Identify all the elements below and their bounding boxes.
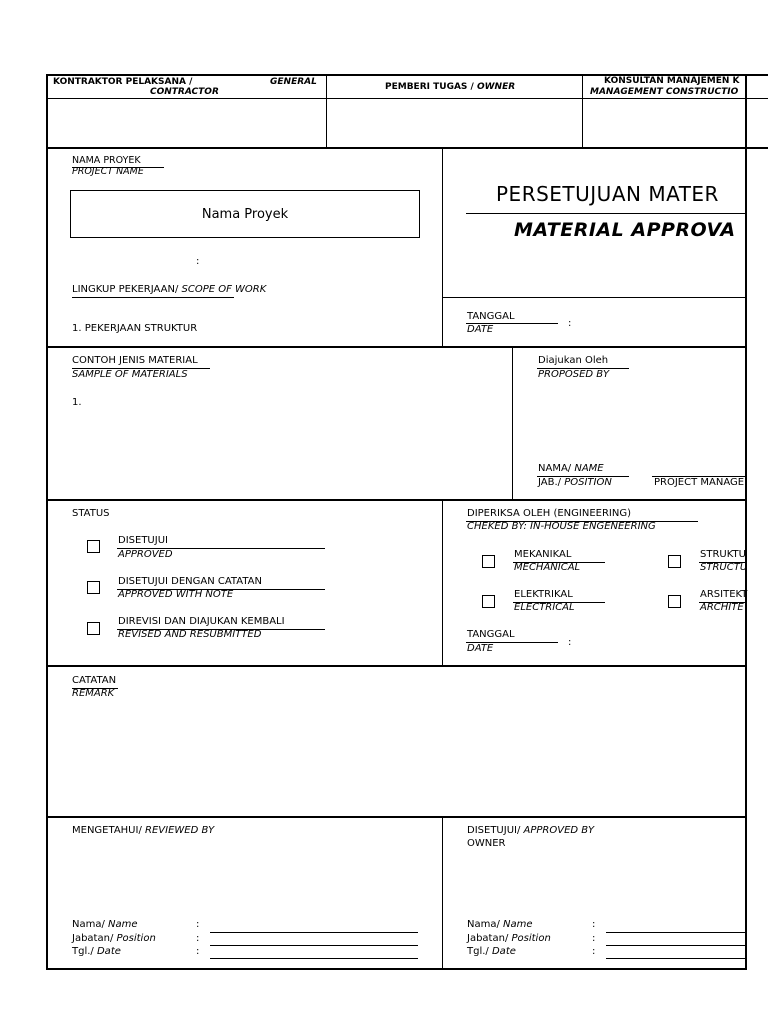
proposed-position-label: JAB./ POSITION: [538, 477, 612, 488]
owner-label: PEMBERI TUGAS / OWNER: [385, 82, 516, 92]
revised-label: DIREVISI DAN DIAJUKAN KEMBALI: [118, 616, 285, 627]
approved-date-label: Tgl./ Date: [467, 946, 516, 957]
proposed-label: Diajukan Oleh: [538, 355, 609, 366]
project-name-value: Nama Proyek: [201, 206, 289, 222]
remark-area[interactable]: [60, 705, 740, 810]
sample-label: CONTOH JENIS MATERIAL: [72, 355, 198, 366]
proposed-label-en: PROPOSED BY: [538, 369, 610, 380]
checked-label: DIPERIKSA OLEH (ENGINEERING): [467, 508, 632, 519]
form-title-en: MATERIAL APPROVA: [514, 219, 736, 241]
proposed-name-label: NAMA/ NAME: [538, 463, 604, 474]
consultant-label-en: MANAGEMENT CONSTRUCTIO: [590, 87, 739, 97]
contractor-label: KONTRAKTOR PELAKSANA /: [53, 77, 193, 87]
electrical-label: ELEKTRIKAL: [514, 589, 573, 600]
remark-label: CATATAN: [72, 675, 117, 686]
contractor-label-en-1: GENERAL: [270, 77, 317, 87]
checked-date-label: TANGGAL: [467, 629, 515, 640]
project-name-box[interactable]: [70, 190, 420, 238]
approved-position-field[interactable]: [606, 945, 746, 946]
architecture-label: ARSITEKT: [700, 589, 748, 600]
revised-checkbox[interactable]: [87, 622, 100, 635]
reviewed-date-colon: :: [196, 946, 200, 957]
date-top-label: TANGGAL: [467, 311, 515, 322]
reviewed-name-field[interactable]: [210, 932, 418, 933]
scope-label: LINGKUP PEKERJAAN/ SCOPE OF WORK: [72, 284, 267, 295]
structure-label-en: STRUCTU: [700, 562, 748, 573]
approved-name-label: Nama/ Name: [467, 919, 533, 930]
proposed-position-value: PROJECT MANAGE: [654, 477, 745, 488]
approved-with-note-label-en: APPROVED WITH NOTE: [118, 589, 234, 600]
reviewed-position-label: Jabatan/ Position: [72, 933, 156, 944]
reviewed-position-field[interactable]: [210, 945, 418, 946]
electrical-checkbox[interactable]: [482, 595, 495, 608]
sample-label-en: SAMPLE OF MATERIALS: [72, 369, 188, 380]
date-top-label-en: DATE: [467, 324, 494, 335]
project-name-label-en: PROJECT NAME: [72, 166, 144, 177]
remark-label-en: REMARK: [72, 688, 115, 699]
project-name-label: NAMA PROYEK: [72, 155, 141, 166]
mechanical-label-en: MECHANICAL: [514, 562, 581, 573]
status-label: STATUS: [72, 508, 110, 519]
consultant-label: KONSULTAN MANAJEMEN K: [604, 76, 740, 86]
approved-date-field[interactable]: [606, 958, 746, 959]
mechanical-checkbox[interactable]: [482, 555, 495, 568]
approved-label-en: APPROVED: [118, 549, 173, 560]
approved-checkbox[interactable]: [87, 540, 100, 553]
reviewed-name-label: Nama/ Name: [72, 919, 138, 930]
electrical-label-en: ELECTRICAL: [514, 602, 575, 613]
reviewed-position-colon: :: [196, 933, 200, 944]
architecture-checkbox[interactable]: [668, 595, 681, 608]
checked-date-label-en: DATE: [467, 643, 494, 654]
date-top-colon: :: [568, 318, 572, 329]
approved-name-colon: :: [592, 919, 596, 930]
approved-with-note-label: DISETUJUI DENGAN CATATAN: [118, 576, 262, 587]
reviewed-name-colon: :: [196, 919, 200, 930]
approved-label: DISETUJUI: [118, 535, 168, 546]
approved-position-colon: :: [592, 933, 596, 944]
project-colon: :: [196, 256, 200, 267]
checked-date-colon: :: [568, 637, 572, 648]
approved-position-label: Jabatan/ Position: [467, 933, 551, 944]
revised-label-en: REVISED AND RESUBMITTED: [118, 629, 262, 640]
structure-label: STRUKTU: [700, 549, 746, 560]
reviewed-date-label: Tgl./ Date: [72, 946, 121, 957]
mechanical-label: MEKANIKAL: [514, 549, 572, 560]
approved-with-note-checkbox[interactable]: [87, 581, 100, 594]
reviewed-date-field[interactable]: [210, 958, 418, 959]
approved-date-colon: :: [592, 946, 596, 957]
approved-by-role: OWNER: [467, 838, 506, 849]
approved-name-field[interactable]: [606, 932, 746, 933]
sample-item-1: 1.: [72, 397, 82, 408]
contractor-label-en-2: CONTRACTOR: [150, 87, 219, 97]
architecture-label-en: ARCHITE: [700, 602, 744, 613]
scope-item-1: 1. PEKERJAAN STRUKTUR: [72, 323, 198, 334]
checked-label-en: CHEKED BY: IN-HOUSE ENGENEERING: [467, 521, 656, 532]
form-title: PERSETUJUAN MATER: [496, 182, 719, 206]
reviewed-by-label: MENGETAHUI/ REVIEWED BY: [72, 825, 215, 836]
approved-by-label: DISETUJUI/ APPROVED BY: [467, 825, 595, 836]
structure-checkbox[interactable]: [668, 555, 681, 568]
